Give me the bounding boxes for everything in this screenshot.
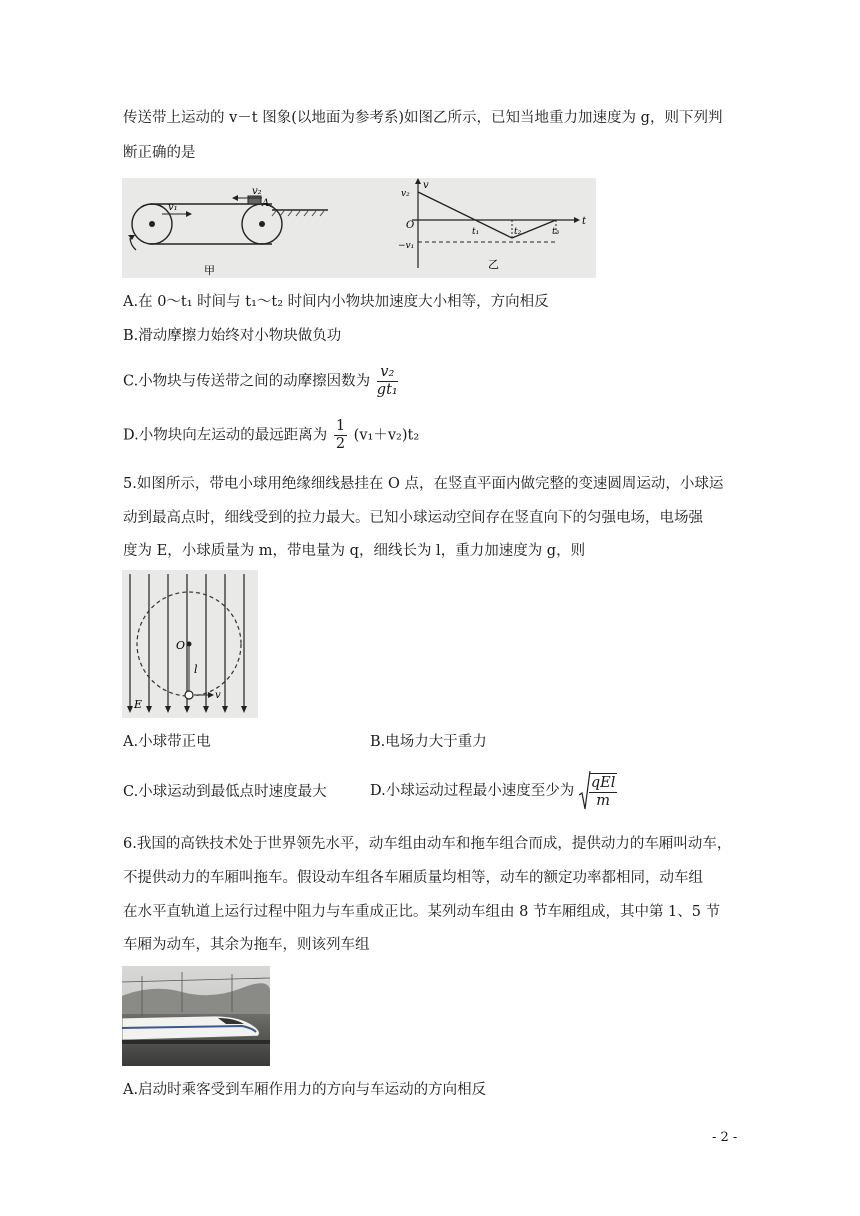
label-E: E [134, 698, 143, 711]
q5-option-d [370, 769, 619, 813]
figure-circular-motion [122, 570, 258, 718]
intro-line-2: 断正确的是 [123, 145, 196, 161]
figure-conveyor-vt [122, 178, 596, 278]
q6-option-a: A.启动时乘客受到车厢作用力的方向与车运动的方向相反 [123, 1082, 487, 1098]
q4-option-b: B.滑动摩擦力始终对小物块做负功 [123, 328, 342, 344]
q6-line-4: 车厢为动车，其余为拖车，则该列车组 [123, 937, 370, 953]
q6-line-3: 在水平直轨道上运行过程中阻力与车重成正比。某列动车组由 8 节车厢组成，其中第 1、5 节 [123, 904, 721, 920]
train-photo [122, 966, 270, 1066]
page-number: - 2 - [712, 1130, 738, 1145]
train-photo-svg [122, 966, 270, 1066]
caption-jia: 甲 [204, 264, 215, 277]
intro-line-1: 传送带上运动的 v－t 图象(以地面为参考系)如图乙所示，已知当地重力加速度为 g，则下列判 [123, 110, 723, 126]
q4-option-c [123, 364, 400, 399]
label-t3: t₃ [552, 227, 560, 237]
label-t1: t₁ [472, 227, 480, 237]
fraction-denominator: gt₁ [376, 382, 398, 398]
label-O: O [176, 639, 186, 652]
label-A: A [262, 198, 270, 209]
figure-conveyor-vt-svg [122, 178, 596, 278]
q5-line-2: 动到最高点时，细线受到的拉力最大。已知小球运动空间存在竖直向下的匀强电场，电场强 [123, 510, 703, 526]
q5-option-c: C.小球运动到最低点时速度最大 [123, 784, 327, 800]
label-v: v [215, 690, 221, 701]
fraction-one-half [334, 418, 347, 453]
fraction-numerator: v₂ [377, 364, 398, 382]
sqrt-qel-over-m [579, 769, 620, 813]
label-v2: v₂ [252, 186, 262, 197]
q4-option-d-tail: (v₁＋v₂)t₂ [353, 427, 420, 444]
fraction-v2-gt1 [377, 364, 398, 399]
q4-option-d [123, 418, 419, 453]
q5-option-d-text: D.小球运动过程最小速度至少为 [370, 783, 575, 799]
q4-option-d-text: D.小物块向左运动的最远距离为 [123, 427, 328, 444]
radicand-fraction [589, 773, 618, 810]
label-l: l [194, 663, 198, 676]
fraction-denominator: 2 [335, 436, 346, 452]
q6-line-2: 不提供动力的车厢叫拖车。假设动车组各车厢质量均相等，动车的额定功率都相同，动车组 [123, 870, 703, 886]
q6-line-1: 6.我国的高铁技术处于世界领先水平，动车组由动车和拖车组合而成，提供动力的车厢叫动车， [123, 836, 732, 852]
label-v1: v₁ [168, 202, 178, 213]
caption-yi: 乙 [488, 258, 499, 271]
fraction-numerator: 1 [335, 418, 346, 434]
label-v2-axis: v₂ [401, 189, 410, 199]
fraction-numerator: qEl [590, 774, 616, 791]
q5-line-1: 5.如图所示，带电小球用绝缘细线悬挂在 O 点，在竖直平面内做完整的变速圆周运动，小球运 [123, 476, 724, 492]
q4-option-c-text: C.小物块与传送带之间的动摩擦因数为 [123, 373, 371, 390]
q4-option-a: A.在 0～t₁ 时间与 t₁～t₂ 时间内小物块加速度大小相等，方向相反 [123, 294, 549, 310]
q5-option-b: B.电场力大于重力 [370, 734, 487, 750]
label-t-axis: t [582, 216, 587, 227]
figure-circular-motion-svg [122, 570, 258, 718]
label-t2: t₂ [514, 227, 522, 237]
label-v-axis: v [423, 180, 429, 191]
q5-option-a: A.小球带正电 [123, 734, 211, 750]
label-origin: O [406, 220, 415, 231]
fraction-denominator: m [596, 792, 610, 809]
q5-line-3: 度为 E，小球质量为 m，带电量为 q，细线长为 l，重力加速度为 g，则 [123, 543, 586, 559]
label-neg-v1: −v₁ [398, 241, 415, 251]
